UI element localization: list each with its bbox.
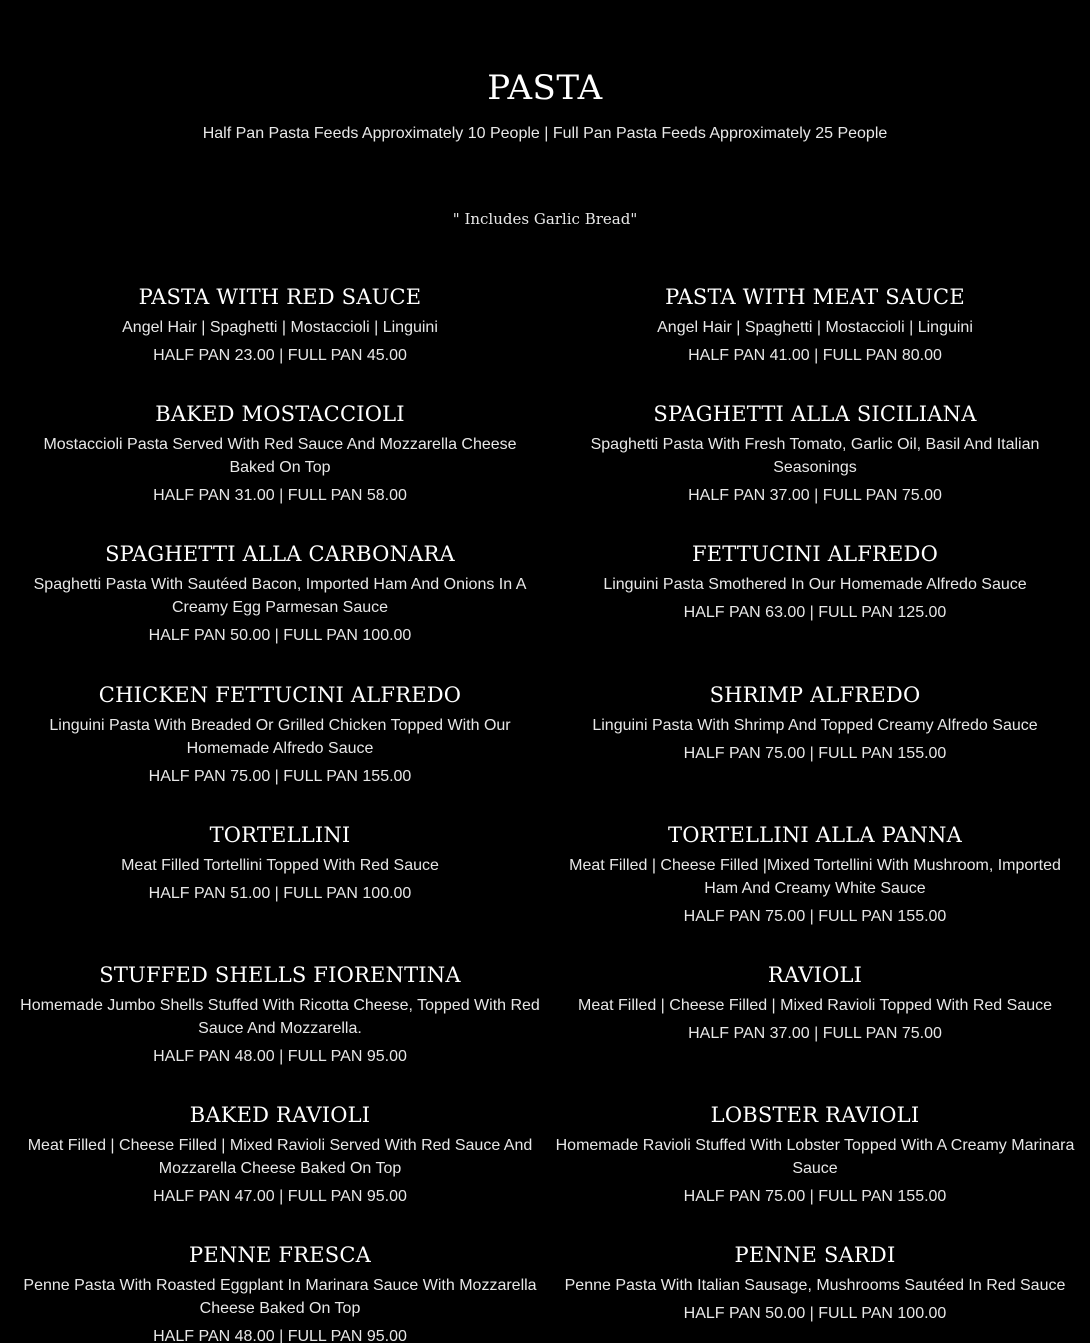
menu-item-description: Spaghetti Pasta With Sautéed Bacon, Imported Ham And Onions In A Creamy Egg Parmesan Sauce: [33, 576, 527, 616]
menu-item-name: STUFFED SHELLS FIORENTINA: [99, 963, 461, 987]
menu-item-description: Meat Filled | Cheese Filled |Mixed Tortellini With Mushroom, Imported Ham And Creamy White Sauce: [569, 857, 1061, 897]
menu-item: [555, 682, 1075, 765]
menu-item-price: HALF PAN 47.00 | FULL PAN 95.00: [153, 1188, 407, 1205]
menu-item-name: PENNE SARDI: [734, 1243, 896, 1267]
menu-item-price: HALF PAN 51.00 | FULL PAN 100.00: [148, 885, 412, 902]
menu-item-name: RAVIOLI: [767, 963, 863, 987]
menu-item-price: HALF PAN 75.00 | FULL PAN 155.00: [148, 768, 412, 785]
menu-item-description: Homemade Jumbo Shells Stuffed With Ricotta Cheese, Topped With Red Sauce And Mozzarella.: [20, 997, 540, 1037]
menu-item-name: TORTELLINI: [209, 823, 351, 847]
menu-item: [20, 962, 540, 1068]
menu-item-price: HALF PAN 50.00 | FULL PAN 100.00: [683, 1305, 947, 1322]
menu-item: [20, 401, 540, 507]
menu-item-price: HALF PAN 75.00 | FULL PAN 155.00: [683, 745, 947, 762]
menu-item: [555, 822, 1075, 928]
menu-item-name: BAKED MOSTACCIOLI: [155, 402, 405, 426]
garlic-bread-note: " Includes Garlic Bread": [452, 210, 638, 228]
menu-item-name: TORTELLINI ALLA PANNA: [668, 823, 962, 847]
menu-item: [555, 284, 1075, 367]
menu-item-price: HALF PAN 63.00 | FULL PAN 125.00: [683, 604, 947, 621]
menu-item-description: Mostaccioli Pasta Served With Red Sauce And Mozzarella Cheese Baked On Top: [43, 436, 517, 476]
menu-item-name: PENNE FRESCA: [189, 1243, 371, 1267]
menu-item-price: HALF PAN 75.00 | FULL PAN 155.00: [683, 1188, 947, 1205]
menu-item: [555, 1102, 1075, 1208]
section-title: PASTA: [487, 68, 603, 108]
menu-item-description: Meat Filled | Cheese Filled | Mixed Ravioli Topped With Red Sauce: [577, 997, 1052, 1014]
menu-item: [20, 822, 540, 905]
menu-item: [20, 541, 540, 647]
menu-item: [20, 1242, 540, 1343]
menu-item-description: Penne Pasta With Italian Sausage, Mushrooms Sautéed In Red Sauce: [564, 1277, 1066, 1294]
menu-item: [555, 962, 1075, 1045]
menu-item-name: PASTA WITH RED SAUCE: [138, 285, 422, 309]
menu-item-description: Homemade Ravioli Stuffed With Lobster Topped With A Creamy Marinara Sauce: [555, 1137, 1075, 1177]
menu-item-description: Angel Hair | Spaghetti | Mostaccioli | Linguini: [122, 319, 438, 336]
menu-item-name: SPAGHETTI ALLA CARBONARA: [105, 542, 455, 566]
menu-item-description: Spaghetti Pasta With Fresh Tomato, Garlic Oil, Basil And Italian Seasonings: [590, 436, 1040, 476]
menu-item-description: Meat Filled Tortellini Topped With Red Sauce: [121, 857, 439, 874]
menu-item: [555, 401, 1075, 507]
menu-item-price: HALF PAN 31.00 | FULL PAN 58.00: [153, 487, 407, 504]
menu-item-price: HALF PAN 48.00 | FULL PAN 95.00: [153, 1048, 407, 1065]
menu-item-name: FETTUCINI ALFREDO: [692, 542, 938, 566]
menu-item-name: CHICKEN FETTUCINI ALFREDO: [98, 683, 462, 707]
section-subtitle: Half Pan Pasta Feeds Approximately 10 People | Full Pan Pasta Feeds Approximately 25 People: [202, 125, 888, 142]
menu-item: [20, 1102, 540, 1208]
menu-item: [20, 682, 540, 788]
menu-item-description: Linguini Pasta With Shrimp And Topped Creamy Alfredo Sauce: [592, 717, 1038, 734]
menu-item: [555, 1242, 1075, 1325]
menu-item-description: Linguini Pasta Smothered In Our Homemade Alfredo Sauce: [603, 576, 1027, 593]
menu-item-name: SHRIMP ALFREDO: [709, 683, 921, 707]
menu-item-price: HALF PAN 48.00 | FULL PAN 95.00: [153, 1328, 407, 1343]
menu-item-price: HALF PAN 75.00 | FULL PAN 155.00: [683, 908, 947, 925]
menu-item-name: BAKED RAVIOLI: [189, 1103, 371, 1127]
menu-item-description: Meat Filled | Cheese Filled | Mixed Ravioli Served With Red Sauce And Mozzarella Cheese Baked On Top: [27, 1137, 533, 1177]
menu-item-description: Angel Hair | Spaghetti | Mostaccioli | Linguini: [657, 319, 973, 336]
menu-item-price: HALF PAN 37.00 | FULL PAN 75.00: [688, 487, 942, 504]
menu-item-price: HALF PAN 37.00 | FULL PAN 75.00: [688, 1025, 942, 1042]
menu-item-price: HALF PAN 41.00 | FULL PAN 80.00: [688, 347, 942, 364]
menu-item-price: HALF PAN 50.00 | FULL PAN 100.00: [148, 627, 412, 644]
menu-item-price: HALF PAN 23.00 | FULL PAN 45.00: [153, 347, 407, 364]
menu-item: [20, 284, 540, 367]
menu-item: [555, 541, 1075, 624]
menu-item-name: PASTA WITH MEAT SAUCE: [665, 285, 965, 309]
menu-item-description: Penne Pasta With Roasted Eggplant In Marinara Sauce With Mozzarella Cheese Baked On Top: [23, 1277, 537, 1317]
menu-item-description: Linguini Pasta With Breaded Or Grilled Chicken Topped With Our Homemade Alfredo Sauce: [49, 717, 511, 757]
menu-item-name: SPAGHETTI ALLA SICILIANA: [653, 402, 977, 426]
menu-item-name: LOBSTER RAVIOLI: [710, 1103, 920, 1127]
